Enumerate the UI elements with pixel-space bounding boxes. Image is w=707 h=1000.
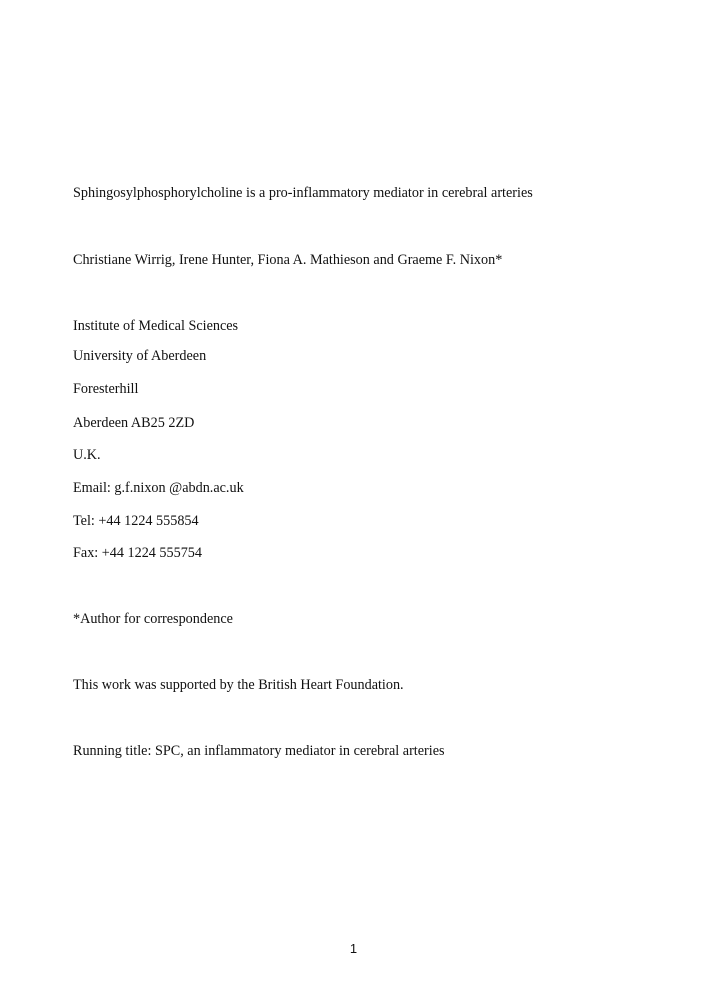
funding-statement: This work was supported by the British Heart Foundation. — [73, 677, 404, 693]
page-number: 1 — [349, 941, 358, 956]
university-line: University of Aberdeen — [73, 348, 207, 364]
country-line: U.K. — [73, 447, 101, 463]
correspondence-note: *Author for correspondence — [73, 611, 233, 627]
telephone-line: Tel: +44 1224 555854 — [73, 513, 199, 529]
email-line: Email: g.f.nixon @abdn.ac.uk — [73, 480, 244, 496]
city-postcode-line: Aberdeen AB25 2ZD — [73, 415, 195, 431]
area-line: Foresterhill — [73, 381, 139, 397]
fax-line: Fax: +44 1224 555754 — [73, 545, 202, 561]
running-title: Running title: SPC, an inflammatory mediator in cerebral arteries — [73, 743, 445, 759]
institute-line: Institute of Medical Sciences — [73, 318, 239, 334]
paper-title: Sphingosylphosphorylcholine is a pro-inflammatory mediator in cerebral arteries — [73, 185, 533, 201]
author-list: Christiane Wirrig, Irene Hunter, Fiona A. Mathieson and Graeme F. Nixon* — [73, 252, 503, 268]
